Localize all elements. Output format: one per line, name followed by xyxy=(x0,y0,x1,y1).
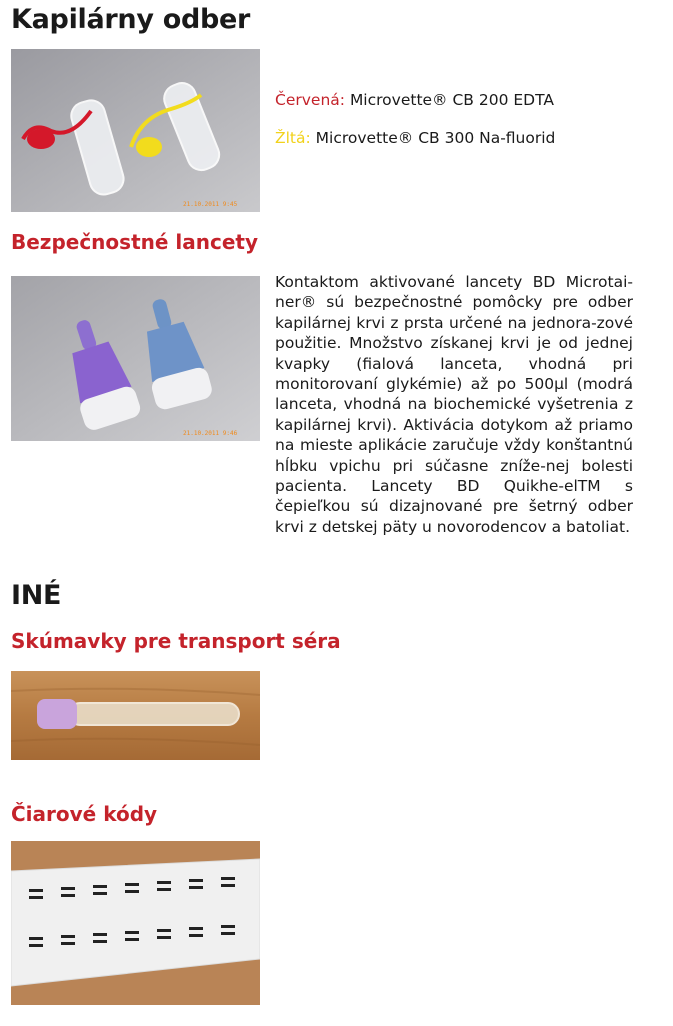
section-title-other: INÉ xyxy=(11,580,62,611)
tube-red-value: Microvette® CB 200 EDTA xyxy=(349,91,554,109)
serum-tube-photo xyxy=(11,671,260,760)
section-title-lancets: Bezpečnostné lancety xyxy=(11,230,259,254)
tube-yellow-label: Žltá: xyxy=(275,129,311,147)
tube-red-line xyxy=(275,91,554,109)
photo-timestamp: 21.10.2011 9:46 xyxy=(183,430,238,437)
section-title-serum-tubes: Skúmavky pre transport séra xyxy=(11,629,341,653)
capillary-tubes-photo xyxy=(11,49,260,212)
lancets-description: Kontaktom aktivované lancety BD Microtai-ner® sú bezpečnostné pomôcky pre odber kapilárnej krvi z prsta určené na jednora-zové použitie. Množstvo získanej krvi je od jednej kvapky (fialová lanceta, vhodná pri monitorovaní glykémie) až po 500µl (modrá lanceta, vhodná na biochemické vyšetrenia z kapilárnej krvi). Aktivácia dotykom až priamo na mieste aplikácie zaručuje vždy konštantnú hĺbku vpichu pri súčasne zníže-nej bolesti pacienta. Lancety BD Quikhe-elTM s čepieľkou sú dizajnované pre šetrný odber krvi z detskej päty u novorodencov a batoliat. xyxy=(275,273,633,536)
tube-yellow-line xyxy=(275,129,555,147)
section-title-capillary: Kapilárny odber xyxy=(11,4,251,35)
barcodes-photo xyxy=(11,841,260,1005)
tube-yellow-value: Microvette® CB 300 Na-fluorid xyxy=(315,129,556,147)
section-title-barcodes: Čiarové kódy xyxy=(11,802,158,826)
lancets-photo xyxy=(11,276,260,441)
tube-red-label: Červená: xyxy=(275,91,345,109)
photo-timestamp: 21.10.2011 9:45 xyxy=(183,201,238,208)
